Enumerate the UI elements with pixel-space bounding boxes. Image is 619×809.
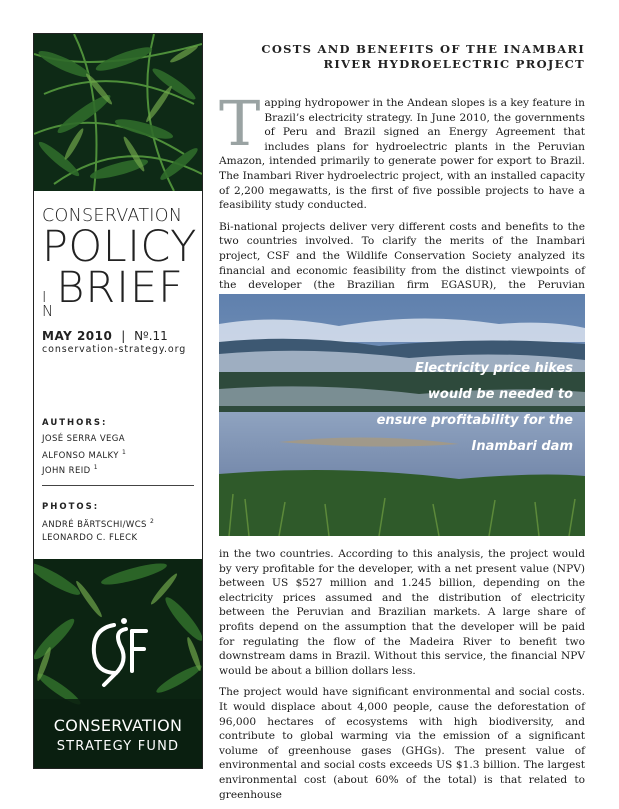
article-title-line2: RIVER HYDROELECTRIC PROJECT (323, 57, 585, 71)
author-item (42, 449, 126, 461)
series-title-in-n: N (42, 302, 54, 320)
pull-quote-line: ensure profitability for the (376, 413, 573, 428)
series-title (42, 206, 198, 318)
authors-label: AUTHORS: (42, 418, 108, 428)
author-item (42, 434, 125, 444)
series-title-line2: POLICY (42, 222, 197, 272)
issue-separator: | (121, 329, 126, 343)
article-body-bottom (219, 547, 585, 809)
series-title-line3 (42, 263, 198, 320)
photographer-name: LEONARDO C. FLECK (42, 533, 138, 543)
sidebar-divider (42, 485, 194, 486)
series-title-line1: CONSERVATION (42, 206, 183, 226)
dropcap: T (219, 87, 261, 160)
issue-date: MAY 2010 (42, 329, 113, 343)
pull-quote (373, 356, 573, 460)
article-title-line1: COSTS AND BENEFITS OF THE INAMBARI (261, 42, 585, 56)
river-photo (219, 294, 585, 536)
sidebar (33, 33, 203, 769)
photographer-item (42, 533, 137, 543)
series-title-in (42, 290, 53, 318)
logo-text-conservation: CONSERVATION (53, 716, 183, 735)
article-body-top (219, 87, 585, 314)
issue-number: Nº.11 (134, 329, 168, 343)
paragraph-binational: Bi-national projects deliver very different costs and benefits to the two countries involved. To clarify the merits of the Inambari project, CSF and the Wildlife Conservation Society analyzed its financial and economic feasibility from the distinct viewpoints of the developer (the Brazilian firm EGASUR), the Peruvian (219, 220, 585, 292)
paragraph-costs: The project would have significant environmental and social costs. It would displace about 4,000 people, cause the deforestation of 96,000 hectares of ecosystems with high biodiversity, and contribute to global warming via the emission of a significant volume of greenhouse gases (GHGs). The present value of environmental and social costs exceeds US $1.3 billion. The largest environmental cost (about 60% of the total) is that related to greenhouse (219, 686, 585, 801)
foliage-photo-top (34, 34, 202, 191)
author-affiliation: 1 (121, 449, 127, 456)
series-title-brief: BRIEF (56, 263, 184, 313)
photos-label: PHOTOS: (42, 502, 100, 512)
author-affiliation: 1 (93, 464, 98, 471)
paragraph-profitability: in the two countries. According to this analysis, the project would by very profitable for the developer, with a net present value (NPV) between US $527 million and 1.245 billion, depending on the electricity prices assumed and the distribution of electricity between the Peruvian and Brazilian markets. A large share of profits depend on the assumption that the developer will be paid for regulating the flow of the Madeira River to benefit two downstream dams in Brazil. Without this service, the financial NPV would be about a billion dollars less. (219, 548, 585, 677)
pull-quote-line: Electricity price hikes (415, 361, 573, 376)
website-url[interactable]: conservation-strategy.org (42, 344, 187, 355)
author-name: JOSÉ SERRA VEGA (42, 434, 126, 444)
series-title-in-i: I (42, 288, 47, 306)
article-title (261, 42, 585, 72)
author-item (42, 464, 98, 476)
author-name: JOHN REID (42, 465, 91, 476)
pull-quote-line: would be needed to (427, 387, 573, 402)
foliage-photo-bottom (34, 559, 202, 768)
photographer-affiliation: 2 (149, 518, 155, 525)
paragraph-intro-text: apping hydropower in the Andean slopes is a key feature in Brazil’s electricity strategy. In June 2010, the governments of Peru and Brazil signed an Energy Agreement that includes plans for hydroelectric plants in the Peruvian Amazon, intended primarily to generate power for export to Brazil. The Inambari River hydroelectric project, with an installed capacity of 2,200 megawatts, is the first of five possible projects to have a feasibility study conducted. (219, 97, 585, 212)
paragraph-intro (219, 87, 585, 213)
pull-quote-line: Inambari dam (471, 439, 573, 454)
issue-info (42, 329, 168, 343)
author-name: ALFONSO MALKY (42, 450, 119, 461)
photographer-name: ANDRÉ BÄRTSCHI/WCS (42, 519, 147, 530)
photographer-item (42, 518, 154, 530)
logo-text-strategy-fund: STRATEGY FUND (56, 739, 180, 754)
